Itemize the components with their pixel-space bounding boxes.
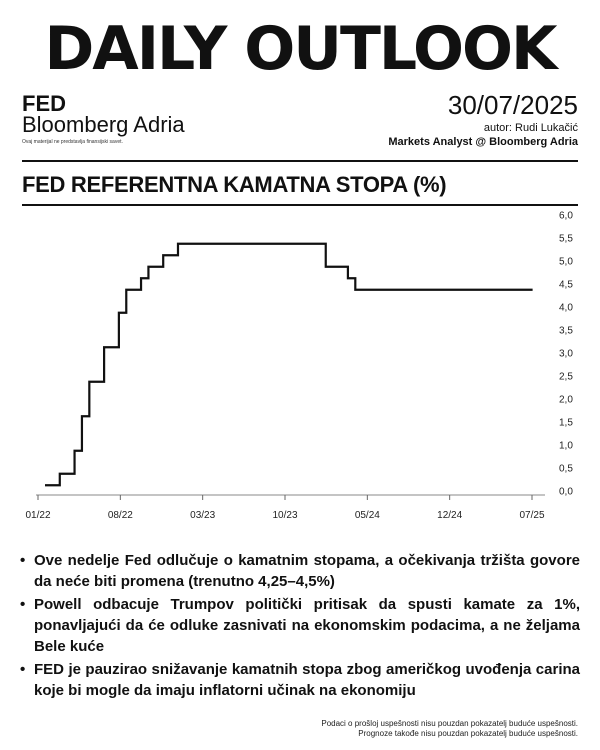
topic-tag: FED [22,91,66,116]
bullet-dot: • [20,552,26,569]
bullet-dot: • [20,661,26,678]
y-tick-label: 0,5 [559,463,573,475]
y-tick-label: 4,5 [559,279,573,291]
y-tick-label: 4,0 [559,302,573,314]
y-tick-label: 5,5 [559,233,573,245]
x-tick-label: 07/25 [519,510,545,521]
y-tick-label: 1,5 [559,417,573,429]
author-line: autor: Rudi Lukačić [483,122,578,134]
x-tick-label: 08/22 [107,510,133,521]
footer-disclaimer [321,719,578,739]
key-point-text: Ove nedelje Fed odlučuje o kamatnim stopama, a očekivanja tržišta govore da neće biti promena (trenutno 4,25–4,5%) [34,552,580,590]
chart-title: FED REFERENTNA KAMATNA STOPA (%) [22,172,447,197]
key-points-list [20,550,580,703]
footer-line-1: Podaci o prošloj uspešnosti nisu pouzdan pokazatelj buduće uspešnosti. [321,719,578,728]
y-tick-label: 5,0 [559,256,573,268]
key-point-item [20,659,580,701]
brand-name: Bloomberg Adria [22,112,185,137]
masthead-title: DAILY OUTLOOK [44,14,556,84]
y-tick-label: 6,0 [559,210,573,222]
y-tick-label: 2,5 [559,371,573,383]
x-tick-label: 12/24 [437,510,463,521]
y-tick-label: 3,0 [559,348,573,360]
y-tick-label: 0,0 [559,486,573,498]
report-date: 30/07/2025 [447,90,578,120]
y-tick-label: 2,0 [559,394,573,406]
footer-line-2: Prognoze takođe nisu pouzdan pokazatelj buduće uspešnosti. [358,729,578,738]
y-tick-label: 1,0 [559,440,573,452]
y-tick-label: 3,5 [559,325,573,337]
author-role: Markets Analyst @ Bloomberg Adria [388,136,578,148]
rate-chart [0,205,600,535]
x-tick-label: 01/22 [25,510,51,521]
key-point-text: FED je pauzirao snižavanje kamatnih stopa zbog američkog uvođenja carina koje bi mogle da imaju inflatorni učinak na ekonomiju [34,661,580,699]
top-disclaimer: Ovaj materijal ne predstavlja finansijski savet. [22,139,123,145]
key-point-item [20,594,580,657]
top-divider [22,160,578,162]
x-tick-labels [25,495,544,521]
key-point-text: Powell odbacuje Trumpov politički pritisak da spusti kamate za 1%, ponavljajući da će odluke zasnivati na ekonomskim podacima, a ne željama Bele kuće [34,596,580,655]
x-tick-label: 05/24 [354,510,380,521]
key-point-item [20,550,580,592]
y-tick-labels [559,211,573,498]
x-tick-label: 10/23 [272,510,298,521]
x-tick-label: 03/23 [190,510,216,521]
bullet-dot: • [20,596,26,613]
rate-series-line [45,244,533,486]
